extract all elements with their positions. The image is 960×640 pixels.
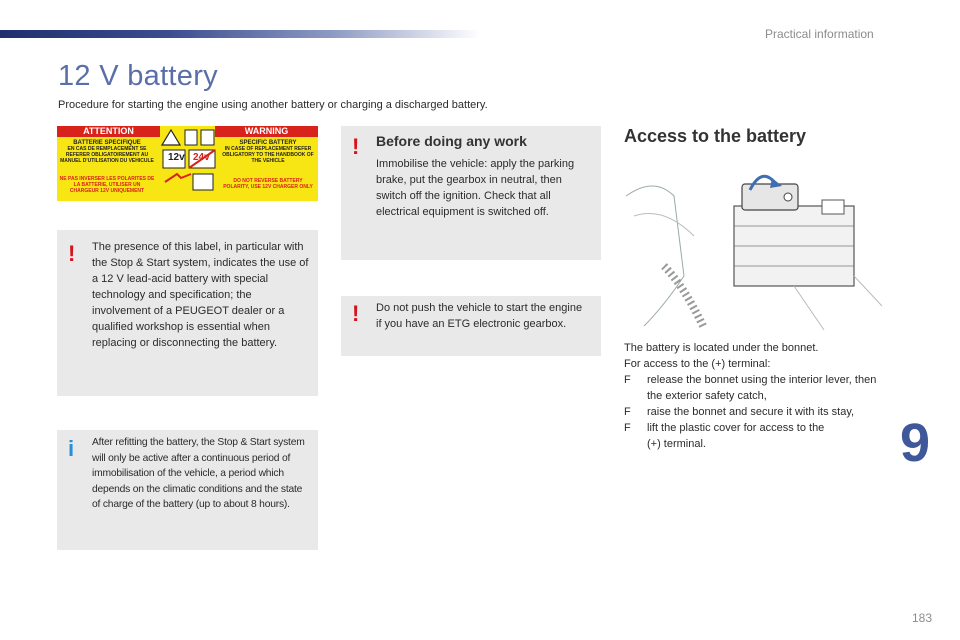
label-en-top: SPECIFIC BATTERY IN CASE OF REPLACEMENT REFER OBLIGATORY TO THE HANDBOOK OF THE VEHICLE [222,140,314,164]
page-subtitle: Procedure for starting the engine using another battery or charging a discharged battery. [58,99,488,111]
label-fr-bottom: NE PAS INVERSER LES POLARITES DE LA BATTERIE, UTILISER UN CHARGEUR 12V UNIQUEMENT [59,176,155,194]
label-manual-icon [201,130,214,145]
label-attention-banner: ATTENTION [57,126,160,137]
label-fr-top: BATTERIE SPECIFIQUE EN CAS DE REMPLACEMENT SE REFERER OBLIGATOIREMENT AU MANUEL D'UTILISATION DU VEHICULE [60,140,154,164]
warning-icon: ! [352,134,360,159]
plus-terminal-icon [784,193,792,201]
warning-icon: ! [68,241,76,266]
access-step: F raise the bonnet and secure it with its stay, [624,406,855,418]
etg-warning-text: Do not push the vehicle to start the engine if you have an ETG electronic gearbox. [376,302,583,330]
label-warning-banner: WARNING [215,126,318,137]
before-work-text: Immobilise the vehicle: apply the parking brake, put the gearbox in neutral, then switch off the ignition. Check that all electrical equipment is switched off. [376,158,575,218]
access-title: Access to the battery [624,126,807,146]
label-pictograms [161,128,217,200]
label-clamp-icon [165,174,191,182]
info-icon: i [68,436,75,461]
before-work-title: Before doing any work [376,133,527,149]
bullet-icon: F [624,374,631,386]
bullet-icon: F [624,406,631,418]
label-12v-text: 12v [168,152,185,163]
page-title: 12 V battery [58,60,218,92]
access-intro-2: For access to the (+) terminal: [624,358,771,370]
stop-start-note-text: The presence of this label, in particular with the Stop & Start system, indicates the use of a 12 V lead-acid battery with special technology and specification; the involvement of a PEUGEOT dealer or a qualified workshop is essential when replacing or disconnecting the battery. [92,241,309,349]
header-gradient-bar [0,30,480,38]
engine-bay-illustration [624,156,884,330]
refitting-info-text: After refitting the battery, the Stop & Start system will only be active after a continuous period of immobilisation of the vehicle, a period which depends on the climatic conditions and the state of charge of the battery (up to about 8 hours). [92,437,305,510]
label-triangle-icon [162,130,180,145]
warning-icon: ! [352,301,360,326]
label-book-icon [185,130,197,145]
label-24v-text: 24v [193,152,210,163]
label-en-bottom: DO NOT REVERSE BATTERY POLARITY, USE 12V CHARGER ONLY [223,178,313,190]
bullet-icon: F [624,422,631,434]
access-step: F lift the plastic cover for access to the (+) terminal. [624,422,825,450]
battery-warning-label-image [57,126,318,201]
label-battery-icon [193,174,213,190]
access-intro-1: The battery is located under the bonnet. [624,342,819,354]
section-title: Practical information [765,27,874,41]
access-step: F release the bonnet using the interior lever, then the exterior safety catch, [624,374,877,402]
chapter-number: 9 [900,413,931,473]
page-number: 183 [912,611,933,625]
